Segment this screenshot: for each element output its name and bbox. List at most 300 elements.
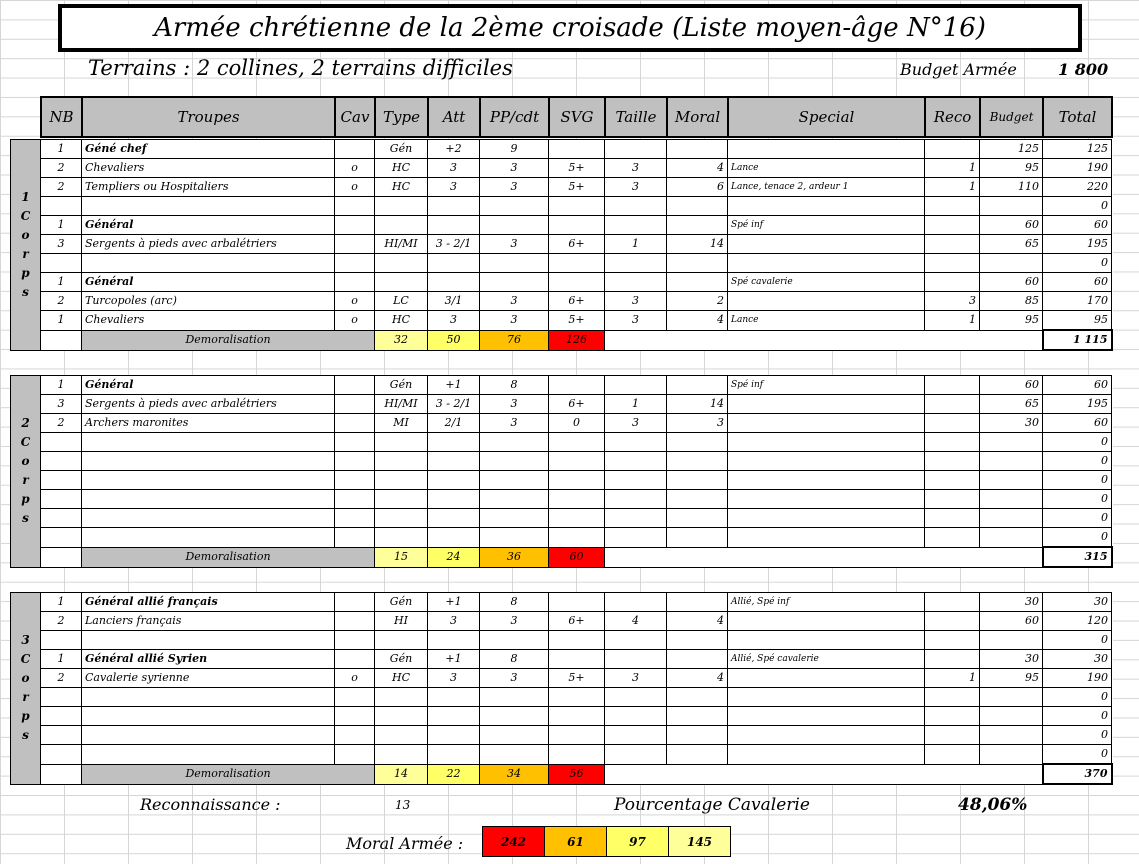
- table-cell[interactable]: 30: [980, 650, 1043, 669]
- table-cell[interactable]: [728, 612, 925, 631]
- table-cell[interactable]: [375, 452, 428, 471]
- table-cell[interactable]: [428, 254, 480, 273]
- table-cell[interactable]: 170: [1043, 292, 1112, 311]
- table-cell[interactable]: [667, 254, 728, 273]
- table-cell[interactable]: [82, 452, 335, 471]
- table-cell[interactable]: 3: [667, 414, 728, 433]
- corps-label[interactable]: 3 C o r p s: [11, 593, 41, 785]
- table-cell[interactable]: [667, 433, 728, 452]
- table-cell[interactable]: o: [335, 178, 375, 197]
- table-cell[interactable]: [335, 433, 375, 452]
- table-cell[interactable]: 60: [1043, 273, 1112, 292]
- table-cell[interactable]: [41, 631, 82, 650]
- table-cell[interactable]: 5+: [549, 669, 605, 688]
- table-cell[interactable]: [335, 471, 375, 490]
- table-cell[interactable]: 3: [605, 414, 667, 433]
- table-cell[interactable]: [41, 707, 82, 726]
- table-cell[interactable]: 1: [41, 593, 82, 612]
- table-cell[interactable]: [728, 745, 925, 765]
- table-cell[interactable]: [728, 707, 925, 726]
- table-cell[interactable]: [667, 471, 728, 490]
- table-cell[interactable]: [480, 688, 549, 707]
- table-cell[interactable]: [549, 273, 605, 292]
- table-cell[interactable]: [667, 216, 728, 235]
- budget-value[interactable]: 1 800: [1058, 60, 1109, 79]
- table-cell[interactable]: [925, 452, 980, 471]
- demoralisation-value[interactable]: 50: [428, 330, 480, 350]
- table-cell[interactable]: [549, 707, 605, 726]
- table-cell[interactable]: 125: [980, 140, 1043, 159]
- table-cell[interactable]: 5+: [549, 159, 605, 178]
- demoralisation-value[interactable]: 56: [549, 764, 605, 784]
- table-cell[interactable]: Sergents à pieds avec arbalétriers: [82, 235, 335, 254]
- table-cell[interactable]: o: [335, 292, 375, 311]
- demoralisation-value[interactable]: 34: [480, 764, 549, 784]
- table-cell[interactable]: [925, 745, 980, 765]
- table-cell[interactable]: [428, 707, 480, 726]
- table-cell[interactable]: [667, 490, 728, 509]
- table-cell[interactable]: 3: [605, 311, 667, 331]
- table-cell[interactable]: 1: [925, 669, 980, 688]
- table-cell[interactable]: [980, 726, 1043, 745]
- table-cell[interactable]: [428, 490, 480, 509]
- table-cell[interactable]: 6+: [549, 292, 605, 311]
- table-cell[interactable]: [480, 254, 549, 273]
- table-cell[interactable]: 3: [41, 395, 82, 414]
- table-cell[interactable]: o: [335, 311, 375, 331]
- table-cell[interactable]: [728, 254, 925, 273]
- table-cell[interactable]: [375, 509, 428, 528]
- demoralisation-label[interactable]: Demoralisation: [82, 330, 375, 350]
- table-cell[interactable]: [428, 688, 480, 707]
- table-cell[interactable]: [605, 631, 667, 650]
- table-cell[interactable]: [728, 414, 925, 433]
- table-cell[interactable]: 30: [1043, 650, 1112, 669]
- table-cell[interactable]: 1: [605, 395, 667, 414]
- table-cell[interactable]: 3: [480, 612, 549, 631]
- table-cell[interactable]: [667, 197, 728, 216]
- table-cell[interactable]: [335, 395, 375, 414]
- table-cell[interactable]: [728, 452, 925, 471]
- table-cell[interactable]: 0: [1043, 254, 1112, 273]
- table-cell[interactable]: 195: [1043, 395, 1112, 414]
- table-cell[interactable]: [428, 197, 480, 216]
- table-cell[interactable]: [605, 593, 667, 612]
- table-cell[interactable]: [375, 726, 428, 745]
- table-cell[interactable]: [41, 490, 82, 509]
- demoralisation-value[interactable]: 126: [549, 330, 605, 350]
- table-cell[interactable]: [980, 254, 1043, 273]
- table-cell[interactable]: [335, 688, 375, 707]
- table-cell[interactable]: [925, 528, 980, 548]
- table-cell[interactable]: [82, 631, 335, 650]
- table-cell[interactable]: [41, 330, 82, 350]
- table-cell[interactable]: [375, 688, 428, 707]
- table-cell[interactable]: [925, 395, 980, 414]
- table-cell[interactable]: [335, 414, 375, 433]
- table-cell[interactable]: [728, 631, 925, 650]
- table-cell[interactable]: [667, 452, 728, 471]
- table-cell[interactable]: [41, 254, 82, 273]
- table-cell[interactable]: [605, 726, 667, 745]
- table-cell[interactable]: [480, 631, 549, 650]
- table-cell[interactable]: 8: [480, 376, 549, 395]
- table-cell[interactable]: [549, 650, 605, 669]
- demoralisation-label[interactable]: Demoralisation: [82, 764, 375, 784]
- table-cell[interactable]: [925, 509, 980, 528]
- table-cell[interactable]: 9: [480, 140, 549, 159]
- table-cell[interactable]: [925, 593, 980, 612]
- table-cell[interactable]: [480, 452, 549, 471]
- table-cell[interactable]: 60: [1043, 376, 1112, 395]
- table-cell[interactable]: [428, 631, 480, 650]
- table-cell[interactable]: 1: [925, 159, 980, 178]
- table-cell[interactable]: 3: [480, 395, 549, 414]
- table-cell[interactable]: 2: [41, 178, 82, 197]
- demoralisation-value[interactable]: 24: [428, 547, 480, 567]
- table-cell[interactable]: 0: [1043, 631, 1112, 650]
- table-cell[interactable]: [82, 707, 335, 726]
- table-cell[interactable]: Général allié français: [82, 593, 335, 612]
- terrain-text[interactable]: Terrains : 2 collines, 2 terrains difficiles: [88, 56, 513, 80]
- table-cell[interactable]: Allié, Spé cavalerie: [728, 650, 925, 669]
- table-cell[interactable]: o: [335, 669, 375, 688]
- table-cell[interactable]: [335, 509, 375, 528]
- table-cell[interactable]: Chevaliers: [82, 311, 335, 331]
- table-cell[interactable]: [428, 433, 480, 452]
- table-cell[interactable]: 2: [41, 159, 82, 178]
- table-cell[interactable]: 2: [41, 414, 82, 433]
- reconnaissance-value[interactable]: 13: [395, 798, 411, 812]
- table-cell[interactable]: Spé inf: [728, 376, 925, 395]
- table-cell[interactable]: [480, 471, 549, 490]
- table-cell[interactable]: [549, 197, 605, 216]
- table-cell[interactable]: 6: [667, 178, 728, 197]
- table-cell[interactable]: [375, 471, 428, 490]
- table-cell[interactable]: 6+: [549, 612, 605, 631]
- table-cell[interactable]: [428, 745, 480, 765]
- table-cell[interactable]: [925, 490, 980, 509]
- table-cell[interactable]: [667, 528, 728, 548]
- table-cell[interactable]: [925, 254, 980, 273]
- budget-label[interactable]: Budget Armée: [900, 60, 1017, 79]
- column-header-nb[interactable]: NB: [41, 97, 82, 137]
- table-cell[interactable]: 14: [667, 235, 728, 254]
- table-cell[interactable]: [980, 197, 1043, 216]
- table-cell[interactable]: [41, 547, 82, 567]
- demoralisation-value[interactable]: 15: [375, 547, 428, 567]
- table-cell[interactable]: 4: [667, 159, 728, 178]
- table-cell[interactable]: [549, 631, 605, 650]
- table-cell[interactable]: [480, 216, 549, 235]
- table-cell[interactable]: 3: [428, 159, 480, 178]
- table-cell[interactable]: [667, 688, 728, 707]
- demoralisation-value[interactable]: 32: [375, 330, 428, 350]
- table-cell[interactable]: [728, 509, 925, 528]
- table-cell[interactable]: 3: [428, 311, 480, 331]
- table-cell[interactable]: [549, 471, 605, 490]
- table-cell[interactable]: [375, 216, 428, 235]
- column-header-reco[interactable]: Reco: [925, 97, 980, 137]
- table-cell[interactable]: 3: [605, 159, 667, 178]
- table-cell[interactable]: [480, 745, 549, 765]
- table-cell[interactable]: MI: [375, 414, 428, 433]
- table-cell[interactable]: [335, 707, 375, 726]
- table-cell[interactable]: [375, 197, 428, 216]
- table-cell[interactable]: [335, 197, 375, 216]
- table-cell[interactable]: [925, 612, 980, 631]
- table-cell[interactable]: 195: [1043, 235, 1112, 254]
- table-cell[interactable]: [375, 745, 428, 765]
- table-cell[interactable]: Cavalerie syrienne: [82, 669, 335, 688]
- table-cell[interactable]: [82, 433, 335, 452]
- table-cell[interactable]: [605, 688, 667, 707]
- table-cell[interactable]: [41, 452, 82, 471]
- table-cell[interactable]: [428, 528, 480, 548]
- table-cell[interactable]: [480, 273, 549, 292]
- corps-label[interactable]: 1 C o r p s: [11, 140, 41, 351]
- table-cell[interactable]: [82, 509, 335, 528]
- table-cell[interactable]: Lanciers français: [82, 612, 335, 631]
- table-cell[interactable]: 1: [41, 311, 82, 331]
- table-cell[interactable]: [82, 726, 335, 745]
- table-cell[interactable]: [335, 254, 375, 273]
- table-cell[interactable]: [605, 140, 667, 159]
- table-cell[interactable]: Spé inf: [728, 216, 925, 235]
- cavalry-percentage-label[interactable]: Pourcentage Cavalerie: [614, 795, 810, 815]
- table-cell[interactable]: 2: [41, 292, 82, 311]
- table-cell[interactable]: [480, 707, 549, 726]
- table-cell[interactable]: [82, 490, 335, 509]
- table-cell[interactable]: [980, 509, 1043, 528]
- table-cell[interactable]: 4: [667, 669, 728, 688]
- table-cell[interactable]: 1: [925, 178, 980, 197]
- corps-total[interactable]: 370: [1043, 764, 1112, 784]
- table-cell[interactable]: [728, 395, 925, 414]
- table-cell[interactable]: 3: [925, 292, 980, 311]
- table-cell[interactable]: [605, 471, 667, 490]
- table-cell[interactable]: +1: [428, 593, 480, 612]
- table-cell[interactable]: 0: [1043, 471, 1112, 490]
- table-cell[interactable]: [335, 376, 375, 395]
- table-cell[interactable]: [605, 216, 667, 235]
- table-cell[interactable]: 0: [1043, 745, 1112, 765]
- demoralisation-value[interactable]: 14: [375, 764, 428, 784]
- table-cell[interactable]: 2/1: [428, 414, 480, 433]
- table-cell[interactable]: [605, 330, 1043, 350]
- table-cell[interactable]: 60: [980, 376, 1043, 395]
- table-cell[interactable]: [980, 490, 1043, 509]
- table-cell[interactable]: Turcopoles (arc): [82, 292, 335, 311]
- table-cell[interactable]: [925, 414, 980, 433]
- army-morale-cell[interactable]: 61: [545, 827, 607, 857]
- table-cell[interactable]: LC: [375, 292, 428, 311]
- table-cell[interactable]: [428, 216, 480, 235]
- table-cell[interactable]: [480, 433, 549, 452]
- table-cell[interactable]: [428, 452, 480, 471]
- table-cell[interactable]: [925, 376, 980, 395]
- table-cell[interactable]: [667, 631, 728, 650]
- table-cell[interactable]: [335, 612, 375, 631]
- column-header-type[interactable]: Type: [375, 97, 428, 137]
- table-cell[interactable]: Gén: [375, 140, 428, 159]
- table-cell[interactable]: 0: [1043, 452, 1112, 471]
- table-cell[interactable]: 3: [428, 612, 480, 631]
- table-cell[interactable]: 95: [980, 311, 1043, 331]
- table-cell[interactable]: [605, 707, 667, 726]
- table-cell[interactable]: [925, 273, 980, 292]
- table-cell[interactable]: [925, 688, 980, 707]
- table-cell[interactable]: [980, 452, 1043, 471]
- table-cell[interactable]: [335, 726, 375, 745]
- table-cell[interactable]: Archers maronites: [82, 414, 335, 433]
- table-cell[interactable]: [549, 433, 605, 452]
- table-cell[interactable]: 3: [480, 235, 549, 254]
- table-cell[interactable]: Lance: [728, 159, 925, 178]
- table-cell[interactable]: 60: [980, 273, 1043, 292]
- table-cell[interactable]: 6+: [549, 235, 605, 254]
- table-cell[interactable]: [728, 292, 925, 311]
- table-cell[interactable]: [549, 376, 605, 395]
- table-cell[interactable]: [41, 726, 82, 745]
- table-cell[interactable]: [375, 528, 428, 548]
- table-cell[interactable]: [335, 452, 375, 471]
- table-cell[interactable]: [667, 593, 728, 612]
- table-cell[interactable]: [549, 528, 605, 548]
- table-cell[interactable]: Gén: [375, 376, 428, 395]
- table-cell[interactable]: Général: [82, 273, 335, 292]
- table-cell[interactable]: [605, 528, 667, 548]
- table-cell[interactable]: [925, 707, 980, 726]
- table-cell[interactable]: 85: [980, 292, 1043, 311]
- table-cell[interactable]: Lance: [728, 311, 925, 331]
- table-cell[interactable]: [375, 707, 428, 726]
- table-cell[interactable]: [82, 688, 335, 707]
- table-cell[interactable]: 3/1: [428, 292, 480, 311]
- table-cell[interactable]: 3: [480, 159, 549, 178]
- table-cell[interactable]: [667, 140, 728, 159]
- table-cell[interactable]: [549, 745, 605, 765]
- table-cell[interactable]: [428, 509, 480, 528]
- table-cell[interactable]: [605, 650, 667, 669]
- table-cell[interactable]: 30: [980, 593, 1043, 612]
- table-cell[interactable]: [480, 726, 549, 745]
- table-cell[interactable]: [41, 764, 82, 784]
- table-cell[interactable]: [925, 471, 980, 490]
- table-cell[interactable]: [41, 433, 82, 452]
- table-cell[interactable]: [41, 197, 82, 216]
- table-cell[interactable]: +2: [428, 140, 480, 159]
- table-cell[interactable]: [335, 140, 375, 159]
- table-cell[interactable]: [549, 509, 605, 528]
- table-cell[interactable]: Allié, Spé inf: [728, 593, 925, 612]
- table-cell[interactable]: HC: [375, 159, 428, 178]
- table-cell[interactable]: [549, 688, 605, 707]
- table-cell[interactable]: [549, 216, 605, 235]
- sheet-title[interactable]: Armée chrétienne de la 2ème croisade (Liste moyen-âge N°16): [58, 4, 1082, 52]
- table-cell[interactable]: 60: [1043, 216, 1112, 235]
- table-cell[interactable]: 190: [1043, 669, 1112, 688]
- table-cell[interactable]: 60: [1043, 414, 1112, 433]
- table-cell[interactable]: [480, 490, 549, 509]
- corps-label[interactable]: 2 C o r p s: [11, 376, 41, 568]
- table-cell[interactable]: [667, 726, 728, 745]
- demoralisation-value[interactable]: 36: [480, 547, 549, 567]
- column-header-moral[interactable]: Moral: [667, 97, 728, 137]
- table-cell[interactable]: 3: [480, 292, 549, 311]
- table-cell[interactable]: 95: [980, 669, 1043, 688]
- table-cell[interactable]: [925, 140, 980, 159]
- table-cell[interactable]: [728, 528, 925, 548]
- table-cell[interactable]: 1: [605, 235, 667, 254]
- table-cell[interactable]: 3: [605, 292, 667, 311]
- table-cell[interactable]: [605, 433, 667, 452]
- table-cell[interactable]: [549, 490, 605, 509]
- table-cell[interactable]: Lance, tenace 2, ardeur 1: [728, 178, 925, 197]
- table-cell[interactable]: [335, 745, 375, 765]
- table-cell[interactable]: 3 - 2/1: [428, 395, 480, 414]
- table-cell[interactable]: +1: [428, 376, 480, 395]
- table-cell[interactable]: [728, 490, 925, 509]
- table-cell[interactable]: [335, 650, 375, 669]
- table-cell[interactable]: [728, 669, 925, 688]
- army-morale-label[interactable]: Moral Armée :: [346, 834, 464, 853]
- table-cell[interactable]: 65: [980, 395, 1043, 414]
- table-cell[interactable]: [980, 688, 1043, 707]
- table-cell[interactable]: [82, 254, 335, 273]
- table-cell[interactable]: HC: [375, 178, 428, 197]
- table-cell[interactable]: Général: [82, 216, 335, 235]
- table-cell[interactable]: [667, 745, 728, 765]
- table-cell[interactable]: [549, 452, 605, 471]
- table-cell[interactable]: [728, 726, 925, 745]
- column-header-total[interactable]: Total: [1043, 97, 1112, 137]
- table-cell[interactable]: [728, 471, 925, 490]
- table-cell[interactable]: [605, 376, 667, 395]
- table-cell[interactable]: [335, 235, 375, 254]
- table-cell[interactable]: 1: [925, 311, 980, 331]
- table-cell[interactable]: 8: [480, 650, 549, 669]
- table-cell[interactable]: 30: [1043, 593, 1112, 612]
- table-cell[interactable]: 2: [667, 292, 728, 311]
- table-cell[interactable]: 0: [1043, 197, 1112, 216]
- table-cell[interactable]: [605, 509, 667, 528]
- table-cell[interactable]: HC: [375, 669, 428, 688]
- table-cell[interactable]: [335, 490, 375, 509]
- table-cell[interactable]: [667, 707, 728, 726]
- table-cell[interactable]: [335, 273, 375, 292]
- table-cell[interactable]: [375, 254, 428, 273]
- table-cell[interactable]: 1: [41, 273, 82, 292]
- table-cell[interactable]: 3 - 2/1: [428, 235, 480, 254]
- table-cell[interactable]: 1: [41, 140, 82, 159]
- table-cell[interactable]: [82, 528, 335, 548]
- table-cell[interactable]: [605, 452, 667, 471]
- table-cell[interactable]: [605, 197, 667, 216]
- table-cell[interactable]: [428, 726, 480, 745]
- table-cell[interactable]: o: [335, 159, 375, 178]
- table-cell[interactable]: Géné chef: [82, 140, 335, 159]
- corps-total[interactable]: 315: [1043, 547, 1112, 567]
- table-cell[interactable]: [375, 433, 428, 452]
- table-cell[interactable]: 4: [667, 311, 728, 331]
- table-cell[interactable]: [82, 745, 335, 765]
- table-cell[interactable]: 14: [667, 395, 728, 414]
- table-cell[interactable]: 1: [41, 376, 82, 395]
- table-cell[interactable]: [375, 490, 428, 509]
- army-morale-cell[interactable]: 145: [669, 827, 731, 857]
- table-cell[interactable]: [335, 528, 375, 548]
